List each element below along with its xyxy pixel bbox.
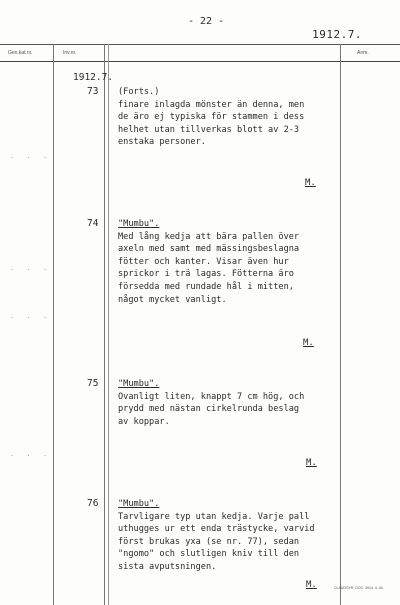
entry-number: 76 [87, 498, 99, 509]
entry-title: "Mumbu". [118, 219, 160, 229]
entry-text: "Mumbu". Tarvligare typ utan kedja. Varje pall uthugges ur ett enda trästycke, varvid först brukas yxa (se nr. 77), sedan "ngomo" och slutligen kniv till den sista avputsningen. [118, 499, 315, 572]
entry-title: "Mumbu". [118, 379, 160, 389]
page-number: - 22 - [188, 16, 225, 27]
printer-mark: CLAUDGYR. DOC. 4914. 4. 44. [334, 586, 384, 590]
column-rule-3 [108, 44, 109, 605]
entry-text: (Forts.) finare inlagda mönster än denna, men de äro ej typiska för stammen i dess helhet utan tillverkas blott av 2-3 enstaka personer. [118, 87, 305, 148]
column-header-anm: Anm. [357, 50, 369, 56]
guide-dots: . . . [10, 152, 52, 160]
column-rule-2 [104, 44, 105, 605]
column-header-inv: Inv.nr. [63, 50, 77, 56]
guide-dots: . . . [10, 450, 52, 458]
signature: M. [306, 580, 317, 590]
column-header-gen-kat: Gen.kat.nr. [8, 50, 33, 56]
entry-number: 74 [87, 218, 99, 229]
entry-title: "Mumbu". [118, 499, 160, 509]
year-label: 1912.7. [73, 72, 114, 83]
entry-text: "Mumbu". Ovanligt liten, knappt 7 cm hög, och prydd med nästan cirkelrunda beslag av koppar. [118, 379, 305, 427]
signature: M. [306, 458, 317, 468]
entry-text: "Mumbu". Med lång kedja att bära pallen över axeln med samt med mässingsbeslagna fötter och kanter. Visar även hur sprickor i trä lagas. Fötterna äro försedda med rundade hål i mitten, något mycket vanligt. [118, 219, 300, 305]
guide-dots: . . . [10, 312, 52, 320]
signature: M. [305, 178, 316, 188]
signature: M. [303, 338, 314, 348]
column-rule-4 [340, 44, 341, 605]
entry-number: 73 [87, 86, 99, 97]
guide-dots: . . . [10, 264, 52, 272]
entry-number: 75 [87, 378, 99, 389]
header-year: 1912.7. [312, 28, 362, 41]
column-rule-1 [53, 44, 54, 605]
